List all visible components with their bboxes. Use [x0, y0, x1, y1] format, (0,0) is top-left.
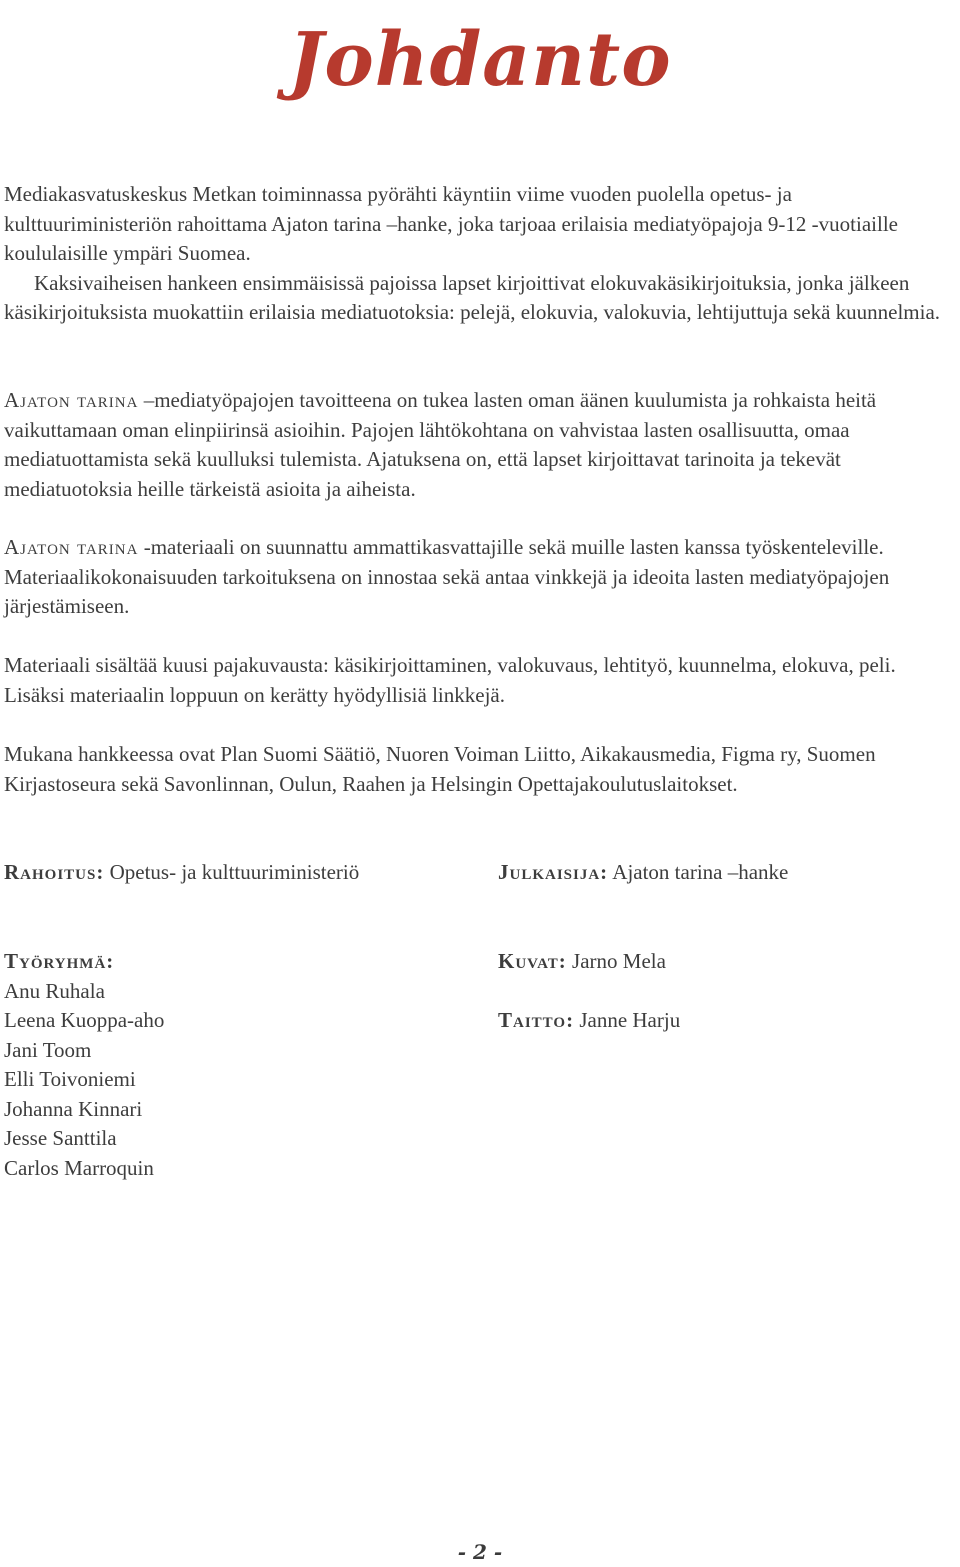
team-list: [4, 977, 164, 1184]
team-member: Jani Toom: [4, 1037, 92, 1062]
credit-layout: [498, 1006, 680, 1036]
project-name: Ajaton tarina: [4, 388, 139, 412]
goals-paragraph: [4, 386, 954, 504]
team-member: Jesse Santtila: [4, 1126, 117, 1150]
partners-text: Mukana hankkeessa ovat Plan Suomi Säätiö, Nuoren Voiman Liitto, Aikakausmedia, Figma ry, Suomen Kirjastoseura sekä Savonlinnan, Oulun, Raahen ja Helsingin Opettajakoulutuslaitokset.: [4, 742, 876, 796]
project-name: Ajaton tarina: [4, 535, 139, 559]
credit-photos: [498, 947, 666, 977]
contents-paragraph: [4, 651, 954, 710]
intro-paragraph: [4, 180, 954, 328]
team-member: Leena Kuoppa-aho: [4, 1008, 165, 1032]
material-text: -materiaali on suunnattu ammattikasvattajille sekä muille lasten kanssa työskenteleville. Materiaalikokonaisuuden tarkoituksena on innostaa sekä antaa vinkkejä ja ideoita lasten mediatyöpajojen järjestämiseen.: [4, 535, 890, 618]
intro-text-a: Mediakasvatuskeskus Metkan toiminnassa pyörähti käyntiin viime vuoden puolella opetus- ja kulttuuriministeriön rahoittama Ajaton tarina –hanke, joka tarjoaa erilaisia mediatyöpajoja 9-12 -vuotiaille koululaisille ympäri Suomea.: [4, 182, 898, 265]
credit-label: Työryhmä:: [4, 949, 115, 973]
team-member: Johanna Kinnari: [4, 1096, 143, 1121]
credit-label: Rahoitus:: [4, 860, 105, 884]
team-member: Anu Ruhala: [4, 978, 105, 1003]
credit-label: Julkaisija:: [498, 860, 609, 884]
team-member: Carlos Marroquin: [4, 1155, 154, 1180]
partners-paragraph: [4, 740, 954, 799]
credit-funding: [4, 858, 359, 888]
team-member: Elli Toivoniemi: [4, 1067, 136, 1091]
material-paragraph: [4, 533, 954, 622]
page-number: - 2 -: [457, 1540, 503, 1564]
credit-value: Jarno Mela: [566, 949, 666, 973]
credit-value: Janne Harju: [574, 1008, 681, 1032]
credit-team: [4, 947, 164, 1183]
credit-value: Opetus- ja kulttuuriministeriö: [104, 860, 360, 884]
goals-text: –mediatyöpajojen tavoitteena on tukea lasten oman äänen kuulumista ja rohkaista heitä vaikuttamaan oman elinpiirinsä asioihin. Pajojen lähtökohtana on vahvistaa lasten osallisuutta, omaa mediatuottamista sekä kuulluksi tulemista. Ajatuksena on, että lapset kirjoittavat tarinoita ja tekevät mediatuotoksia heille tärkeistä asioita ja aiheista.: [4, 388, 877, 501]
credit-label: Kuvat:: [498, 949, 567, 973]
intro-text-b: Kaksivaiheisen hankeen ensimmäisissä pajoissa lapset kirjoittivat elokuvakäsikirjoituksia, jonka jälkeen käsikirjoituksista muokattiin erilaisia mediatuotoksia: pelejä, elokuvia, valokuvia, lehtijuttuja sekä kuunnelmia.: [4, 270, 941, 324]
credit-value: Ajaton tarina –hanke: [608, 860, 789, 884]
credit-publisher: [498, 858, 788, 888]
credit-label: Taitto:: [498, 1008, 575, 1032]
contents-text: Materiaali sisältää kuusi pajakuvausta: käsikirjoittaminen, valokuvaus, lehtityö, kuunnelma, elokuva, peli. Lisäksi materiaalin loppuun on kerätty hyödyllisiä linkkejä.: [4, 653, 896, 707]
page-title: Johdanto: [288, 17, 672, 103]
